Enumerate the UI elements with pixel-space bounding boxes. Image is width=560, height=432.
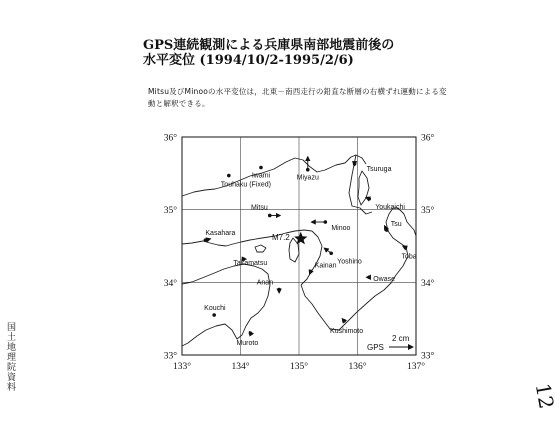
station-label: Touhaku (Fixed)	[220, 181, 272, 189]
lat-tick-label-left: 33°	[163, 351, 177, 362]
station-marker	[204, 238, 208, 242]
station-label: Youkaichi	[375, 203, 405, 211]
station-marker	[353, 162, 357, 166]
lat-tick-label-right: 33°	[421, 351, 435, 362]
coastline-kii-peninsula	[301, 275, 396, 330]
station-marker	[227, 174, 231, 178]
station-marker	[385, 228, 389, 232]
station-marker	[324, 220, 328, 224]
station-label: Kasahara	[205, 230, 236, 238]
coastline-ise-bay	[386, 208, 416, 275]
lon-tick-label: 136°	[348, 362, 367, 372]
lat-tick-label-left: 36°	[163, 133, 177, 144]
gps-label: GPS	[367, 343, 384, 352]
lat-tick-label-left: 34°	[163, 278, 177, 289]
lon-tick-label: 134°	[231, 362, 250, 372]
station-label: Tsu	[390, 221, 402, 229]
station-label: Yoshino	[337, 258, 362, 266]
coastline-sea-of-japan	[182, 155, 366, 196]
scale-legend	[367, 334, 413, 352]
lon-tick-label: 133°	[172, 362, 192, 372]
station-label: Owase	[373, 276, 395, 284]
station-label: Miyazu	[296, 174, 319, 182]
station-marker	[212, 313, 216, 317]
coastline-lake-biwa	[358, 171, 369, 205]
side-note: 国土地理院資料	[5, 322, 15, 392]
lat-tick-label-left: 35°	[163, 206, 177, 217]
station-marker	[306, 168, 310, 172]
station-marker	[404, 246, 408, 250]
station-marker	[342, 319, 346, 323]
lon-tick-label: 135°	[289, 362, 309, 372]
caption-text: Mitsu及びMinooの水平変位は，北東－南西走行の鉛直な断層の右横ずれ運動による変動と解釈できる。	[148, 87, 447, 108]
lat-tick-label-right: 36°	[421, 133, 435, 144]
epicenter-star	[294, 232, 307, 245]
lon-tick-label: 137°	[406, 362, 426, 372]
lat-tick-label-right: 35°	[421, 206, 435, 217]
station-label: Muroto	[236, 340, 259, 348]
lat-tick-label-right: 34°	[421, 278, 435, 289]
station-marker	[268, 214, 272, 218]
scale-label: 2 cm	[392, 334, 410, 343]
station-labels	[204, 166, 417, 347]
coastline-shodo-island	[255, 245, 266, 252]
station-marker	[249, 331, 253, 335]
station-label: Iwami	[251, 172, 271, 180]
station-label: Kushimoto	[330, 327, 364, 335]
title-line-2: 水平変位 (1994/10/2-1995/2/6)	[143, 53, 354, 68]
station-marker	[259, 166, 263, 170]
station-marker	[367, 275, 371, 279]
station-label: Anan	[256, 279, 274, 287]
epicenter-label: M7.2	[272, 233, 290, 242]
station-marker	[367, 197, 371, 201]
title-line-1: GPS連続観測による兵庫県南部地震前後の	[143, 38, 395, 53]
station-marker	[309, 270, 313, 274]
station-marker	[329, 251, 333, 255]
station-marker	[277, 288, 281, 292]
station-label: Tsuruga	[366, 165, 392, 173]
station-label: Toba	[401, 253, 417, 261]
station-label: Mitsu	[251, 204, 268, 212]
station-label: Takamatsu	[233, 260, 268, 268]
station-label: Kouchi	[204, 305, 226, 313]
station-label: Kainan	[314, 262, 337, 270]
page-number: 12	[530, 381, 559, 411]
station-label: Minoo	[331, 225, 351, 233]
